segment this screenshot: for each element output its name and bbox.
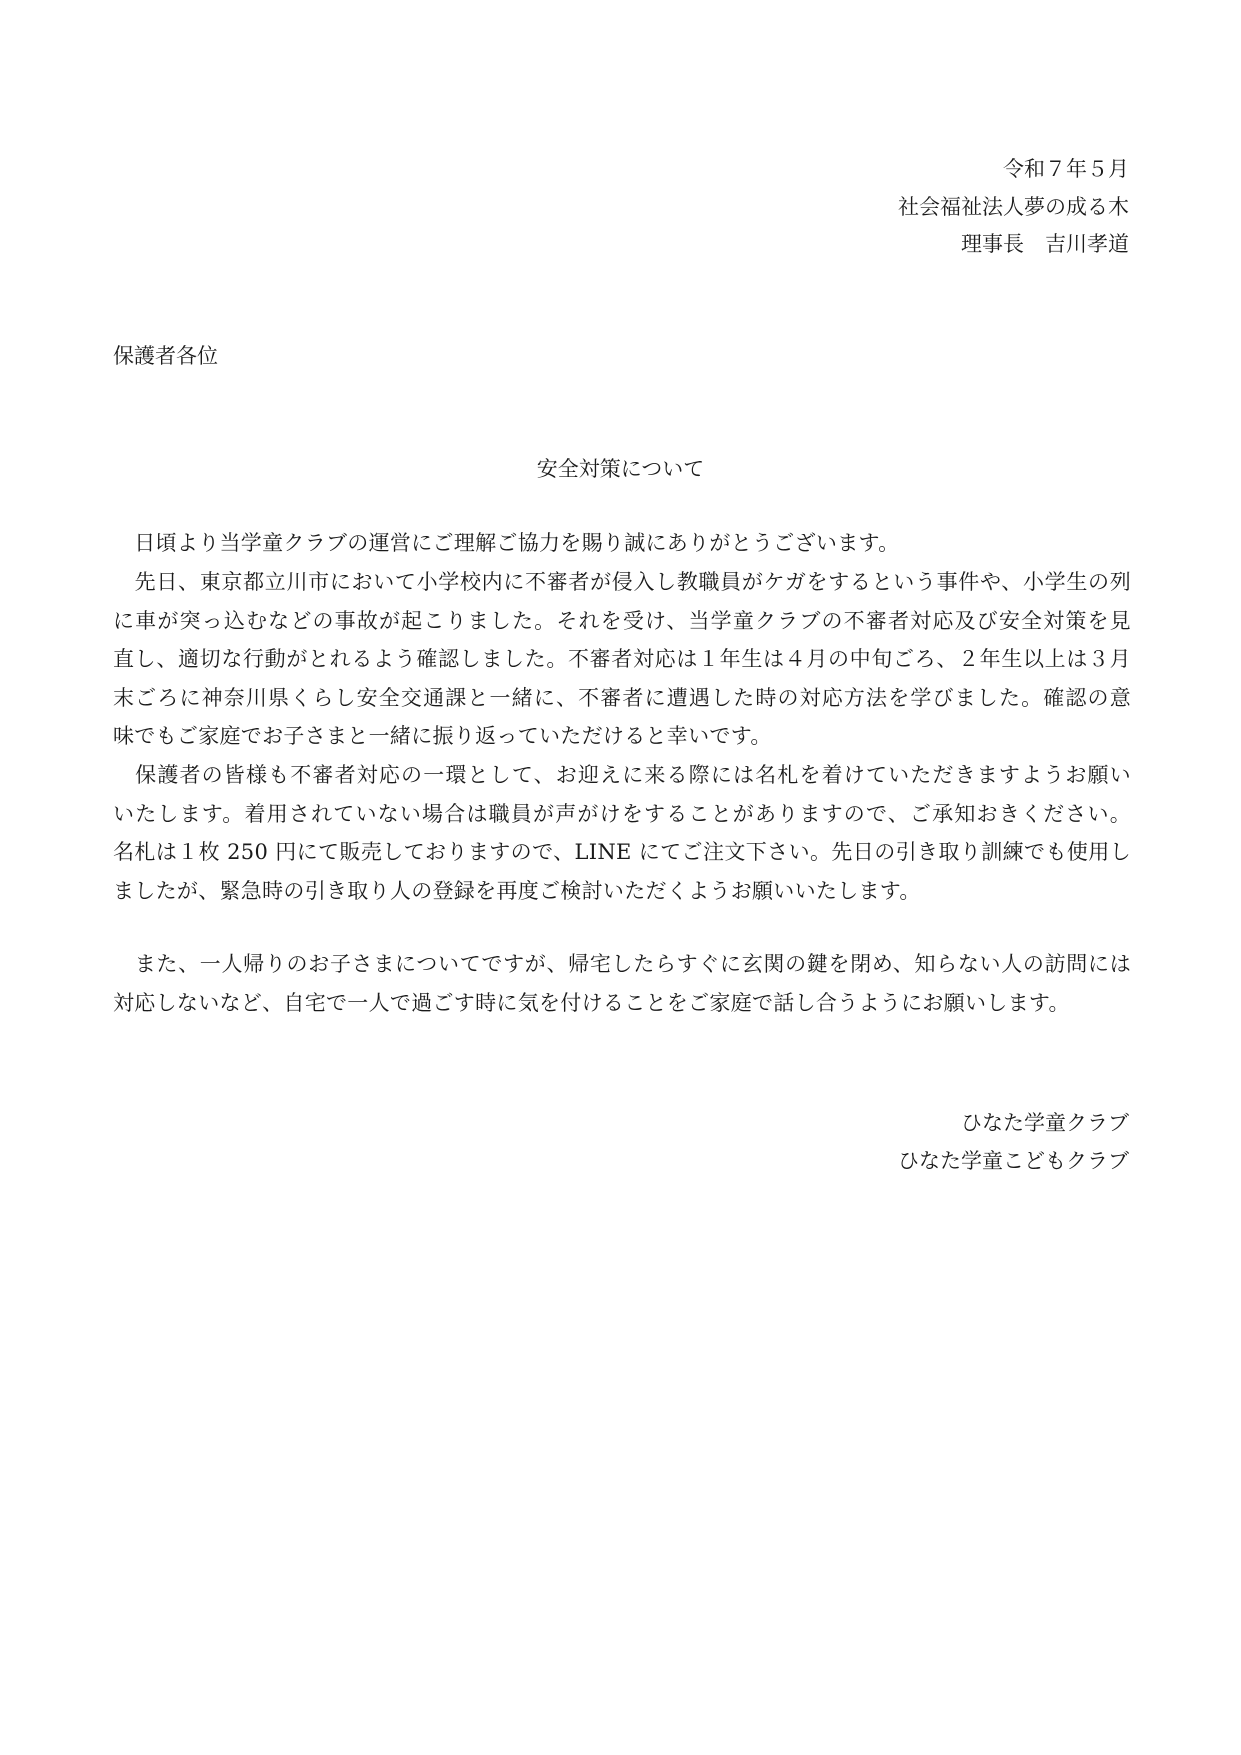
paragraph-line: 直し、適切な行動がとれるよう確認しました。不審者対応は１年生は４月の中旬ごろ、２年生以上は３月 — [113, 647, 1131, 672]
paragraph-home-alone — [113, 945, 1131, 1022]
paragraph-line: 味でもご家庭でお子さまと一緒に振り返っていただけると幸いです。 — [113, 724, 772, 749]
paragraph-line: また、一人帰りのお子さまについてですが、帰宅したらすぐに玄関の鍵を閉め、知らない人の訪問には — [113, 952, 1131, 976]
paragraph-line: 日頃より当学童クラブの運営にご理解ご協力を賜り誠にありがとうございます。 — [113, 531, 900, 555]
paragraph-line: いたします。着用されていない場合は職員が声がけをすることがありますので、ご承知おきください。 — [113, 801, 1131, 826]
paragraph-incident — [113, 563, 1131, 756]
document-title: 安全対策について — [536, 457, 705, 481]
paragraph-greeting — [113, 524, 1131, 563]
club-name-1: ひなた学童クラブ — [961, 1111, 1129, 1135]
paragraph-line: 先日、東京都立川市において小学校内に不審者が侵入し教職員がケガをするという事件や、小学生の列 — [113, 570, 1131, 594]
paragraph-line: ましたが、緊急時の引き取り人の登録を再度ご検討いただくようお願いいたします。 — [113, 878, 921, 903]
paragraph-line: に車が突っ込むなどの事故が起こりました。それを受け、当学童クラブの不審者対応及び安全対策を見 — [113, 608, 1131, 633]
issue-date: 令和７年５月 — [1003, 157, 1129, 181]
paragraph-line: 保護者の皆様も不審者対応の一環として、お迎えに来る際には名札を着けていただきますようお願い — [113, 763, 1131, 787]
organization-name: 社会福祉法人夢の成る木 — [898, 195, 1129, 219]
paragraph-nametag — [113, 756, 1131, 910]
paragraph-line: 名札は１枚 250 円にて販売しておりますので、LINE にてご注文下さい。先日の引き取り訓練でも使用し — [113, 840, 1131, 865]
signer-name: 理事長 吉川孝道 — [961, 232, 1129, 256]
club-name-2: ひなた学童こどもクラブ — [898, 1149, 1129, 1173]
addressee: 保護者各位 — [113, 344, 218, 368]
paragraph-line: 末ごろに神奈川県くらし安全交通課と一緒に、不審者に遭遇した時の対応方法を学びました。確認の意 — [113, 685, 1131, 710]
paragraph-line: 対応しないなど、自宅で一人で過ごす時に気を付けることをご家庭で話し合うようにお願いします。 — [113, 990, 1070, 1015]
